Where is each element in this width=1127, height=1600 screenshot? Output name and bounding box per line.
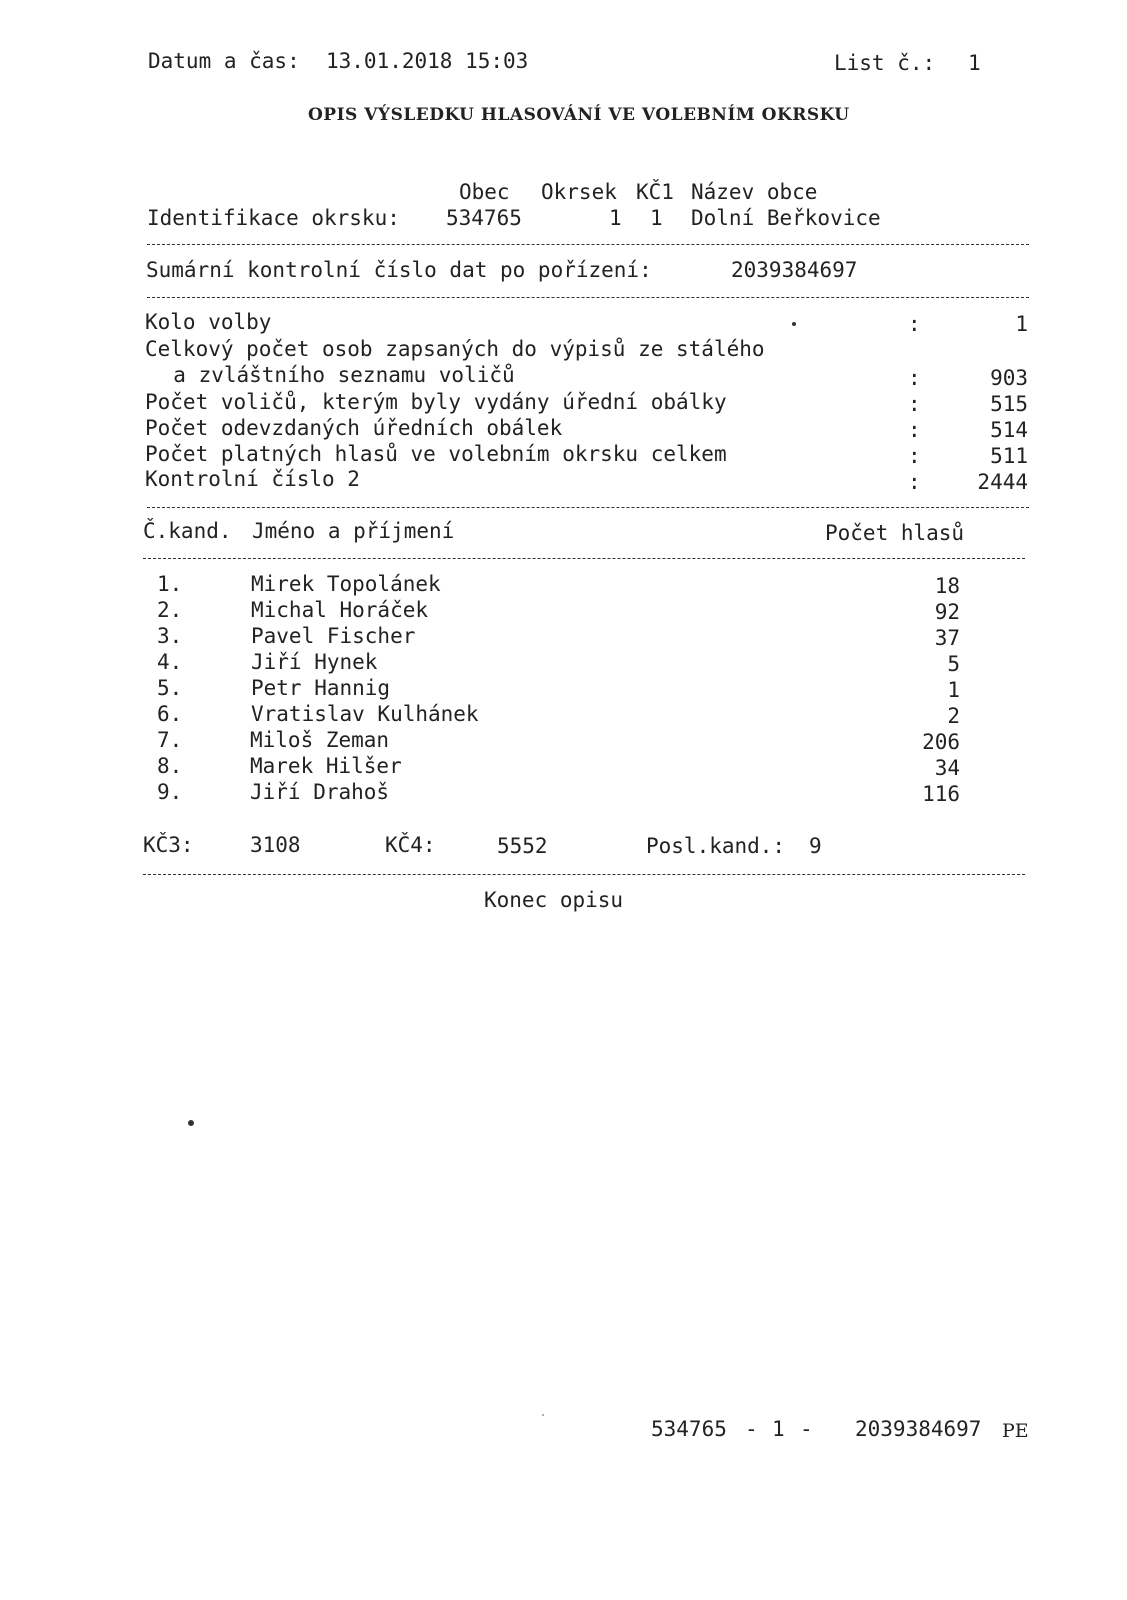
separator-rule — [147, 297, 1029, 298]
candidate-votes: 116 — [922, 782, 960, 806]
candidate-name: Jiří Hynek — [251, 650, 378, 674]
stat-value-round: 1 — [1015, 312, 1028, 336]
identification-label: Identifikace okrsku: — [147, 206, 400, 230]
candidate-number: 4. — [157, 650, 183, 674]
stat-label-envelopes-returned: Počet odevzdaných úředních obálek — [145, 416, 563, 440]
footer-checksum: 2039384697 — [855, 1417, 982, 1441]
checksum-label: Sumární kontrolní číslo dat po pořízení: — [146, 258, 652, 282]
stray-mark — [542, 1414, 544, 1416]
candidate-name: Petr Hannig — [251, 676, 391, 700]
candidate-votes: 18 — [934, 574, 960, 598]
candidate-name: Vratislav Kulhánek — [251, 702, 479, 726]
sheet-number: 1 — [968, 51, 981, 75]
candidate-name: Mirek Topolánek — [251, 572, 441, 596]
stat-value-envelopes-returned: 514 — [990, 418, 1028, 442]
stat-value-envelopes-issued: 515 — [990, 392, 1028, 416]
candidate-votes: 2 — [947, 704, 960, 728]
col-header-okrsek: Okrsek — [541, 180, 617, 204]
stray-mark — [188, 1120, 194, 1126]
stat-label-round: Kolo volby — [145, 310, 272, 334]
footer-okrsek: 1 — [772, 1417, 785, 1441]
candidate-votes: 1 — [947, 678, 960, 702]
stat-colon: : — [908, 418, 921, 442]
sheet-label: List č.: — [834, 51, 936, 75]
separator-rule — [143, 558, 1025, 559]
col-header-obec: Obec — [459, 180, 510, 204]
candidate-name: Marek Hilšer — [250, 754, 402, 778]
stray-mark — [792, 322, 796, 326]
candidate-votes: 5 — [947, 652, 960, 676]
candidate-votes: 37 — [934, 626, 960, 650]
stat-value-control-number: 2444 — [977, 470, 1028, 494]
candidate-number: 8. — [157, 754, 183, 778]
separator-rule — [147, 507, 1029, 508]
end-of-document-text: Konec opisu — [484, 888, 624, 912]
kc3-label: KČ3: — [143, 833, 194, 857]
candidate-number: 3. — [157, 624, 183, 648]
stat-label-registered-line2: a zvláštního seznamu voličů — [148, 363, 515, 387]
candidate-name: Jiří Drahoš — [250, 780, 390, 804]
candidate-number: 1. — [157, 572, 183, 596]
candidate-name: Miloš Zeman — [250, 728, 390, 752]
stat-label-control-number: Kontrolní číslo 2 — [145, 467, 360, 491]
stat-colon: : — [908, 366, 921, 390]
candidate-number: 7. — [157, 728, 183, 752]
separator-rule — [147, 244, 1029, 245]
last-candidate-label: Posl.kand.: — [646, 834, 786, 858]
kc3-value: 3108 — [250, 833, 301, 857]
stat-colon: : — [908, 312, 921, 336]
separator-rule — [143, 874, 1025, 875]
datetime-value: 13.01.2018 15:03 — [326, 49, 529, 73]
candidate-number: 6. — [157, 702, 183, 726]
candidate-number: 2. — [157, 598, 183, 622]
candidate-votes: 92 — [934, 600, 960, 624]
stat-colon: : — [908, 444, 921, 468]
candidate-name: Pavel Fischer — [251, 624, 416, 648]
datetime-label: Datum a čas: — [148, 49, 300, 73]
candidate-number: 9. — [157, 780, 183, 804]
candidate-number: 5. — [157, 676, 183, 700]
candidates-header-number: Č.kand. — [143, 519, 232, 543]
col-header-kc1: KČ1 — [636, 180, 674, 204]
document-title: OPIS VÝSLEDKU HLASOVÁNÍ VE VOLEBNÍM OKRSKU — [308, 105, 850, 125]
candidates-header-votes: Počet hlasů — [825, 521, 965, 545]
identification-okrsek: 1 — [609, 206, 622, 230]
kc4-value: 5552 — [497, 834, 548, 858]
candidate-votes: 34 — [934, 756, 960, 780]
identification-nazev: Dolní Beřkovice — [691, 206, 881, 230]
candidate-votes: 206 — [922, 730, 960, 754]
stat-value-registered: 903 — [990, 366, 1028, 390]
stat-colon: : — [908, 392, 921, 416]
footer-obec: 534765 — [651, 1417, 727, 1441]
candidates-header-name: Jméno a příjmení — [252, 519, 455, 543]
identification-kc1: 1 — [650, 206, 663, 230]
stat-label-envelopes-issued: Počet voličů, kterým byly vydány úřední obálky — [145, 390, 727, 414]
stat-label-valid-votes: Počet platných hlasů ve volebním okrsku celkem — [145, 442, 727, 466]
candidate-name: Michal Horáček — [251, 598, 429, 622]
stat-colon: : — [908, 470, 921, 494]
identification-obec: 534765 — [446, 206, 522, 230]
kc4-label: KČ4: — [385, 833, 436, 857]
footer-suffix: PE — [1002, 1420, 1029, 1442]
col-header-nazev: Název obce — [691, 180, 818, 204]
footer-dash: - — [800, 1417, 813, 1441]
last-candidate-value: 9 — [809, 834, 822, 858]
stat-value-valid-votes: 511 — [990, 444, 1028, 468]
footer-dash: - — [745, 1417, 758, 1441]
checksum-value: 2039384697 — [731, 258, 858, 282]
stat-label-registered: Celkový počet osob zapsaných do výpisů ze stálého — [145, 337, 765, 361]
